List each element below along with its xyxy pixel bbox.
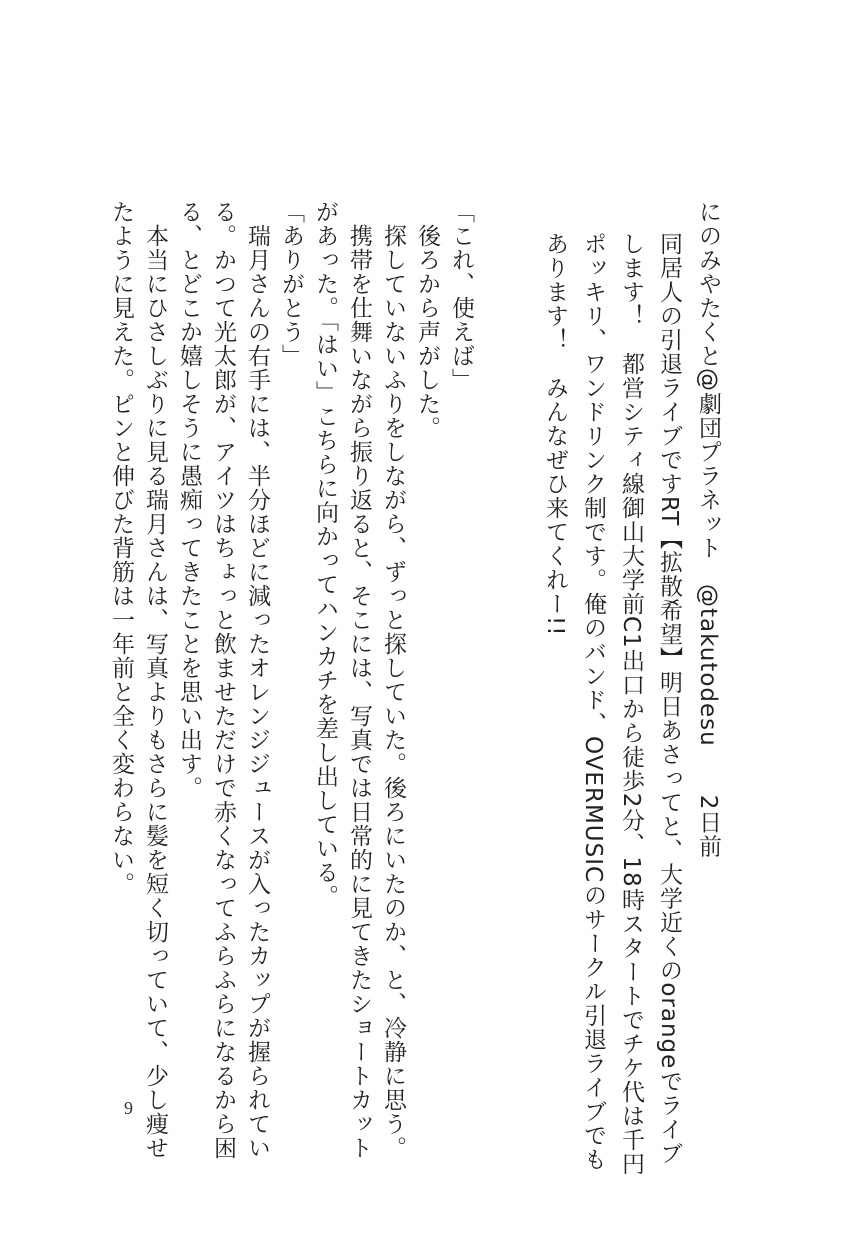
body-line: たように見えた。ピンと伸びた背筋は一年前と全く変わらない。 [108,200,134,896]
body-line: 本当にひさしぶりに見る瑞月さんは、写真よりもさらに髪を短く切っていて、少し痩せ [142,200,168,1160]
tweet-line-3: ポッキリ、ワンドリンク制です。俺のバンド、OVERMUSICのサークル引退ライブでも [580,232,606,1172]
body-line: 「ありがとう」 [278,200,304,368]
tweet-line-4: あります！ みんなぜひ来てくれー!! [542,232,568,637]
body-line: 後ろから声がした。 [414,200,440,440]
body-line: 携帯を仕舞いながら振り返ると、そこには、写真では日常的に見てきたショートカット [346,200,372,1160]
body-line: る、とどこか嬉しそうに愚痴ってきたことを思い出す。 [176,200,202,800]
tweet-line-1: 同居人の引退ライブですRT【拡散希望】明日あさってと、大学近くのorangeでライブ [656,232,682,1166]
page-number: 9 [124,1098,133,1118]
body-line: 瑞月さんの右手には、半分ほどに減ったオレンジジュースが入ったカップが握られてい [244,200,270,1160]
body-line: 「これ、使えば」 [448,200,474,392]
body-line: 探していないふりをしながら、ずっと探していた。後ろにいたのか、と、冷静に思う。 [380,200,406,1160]
body-line: る。かつて光太郎が、アイツはちょっと飲ませただけで赤くなってふらふらになるから困 [210,200,236,1160]
body-line: があった。「はい」こちらに向かってハンカチを差し出している。 [312,200,338,909]
tweet-line-2: します！ 都営シティ線御山大学前C1出口から徒歩2分、18時スタートでチケ代は千円 [618,232,644,1176]
tweet-header: にのみやたくと@劇団プラネット @takutodesu 2日前 [695,200,721,859]
